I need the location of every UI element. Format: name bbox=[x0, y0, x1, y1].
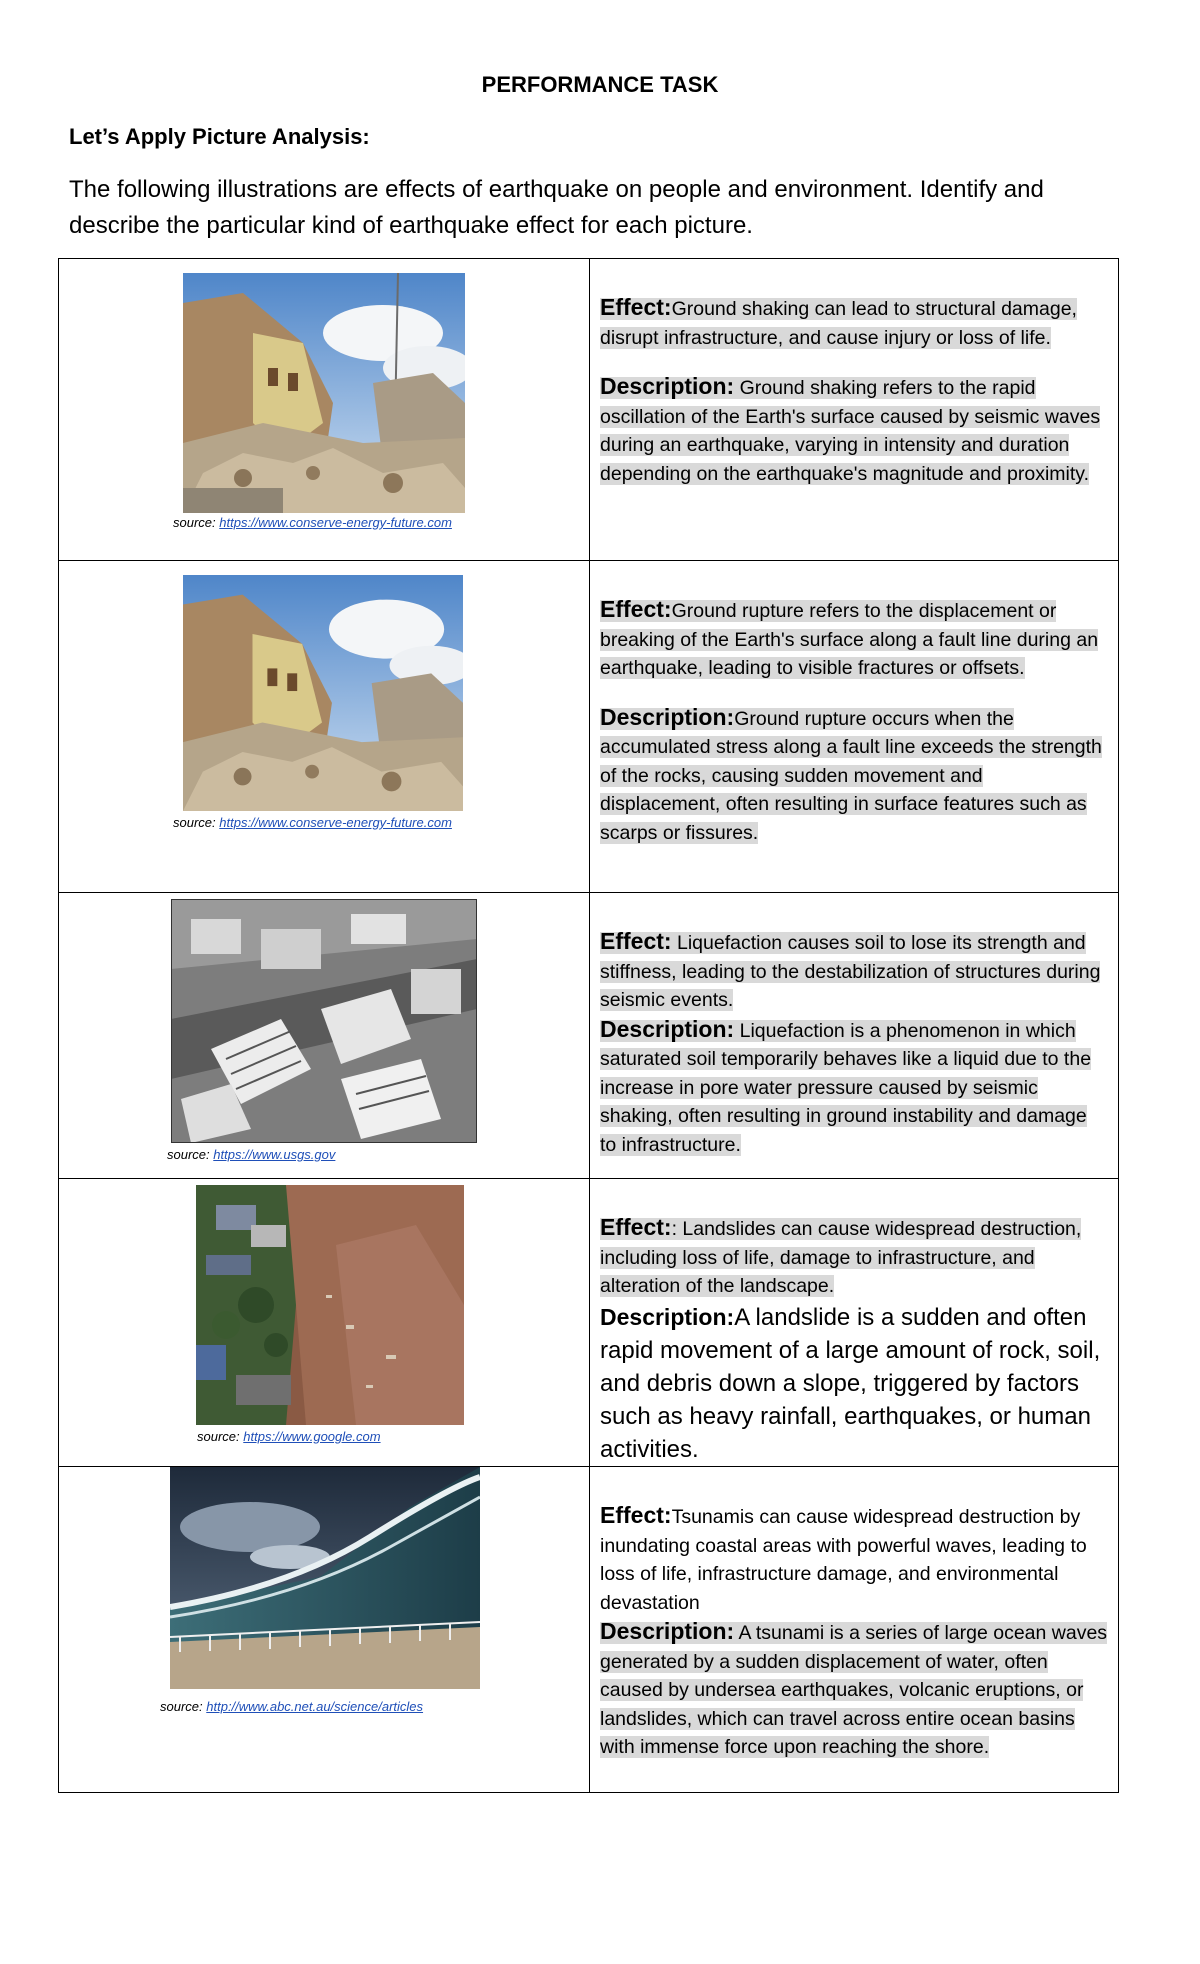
effect-text: : Landslides can cause widespread destruction, including loss of life, damage to infrastructure, and alteration of the landscape. bbox=[600, 1218, 1082, 1297]
effect-block bbox=[600, 927, 1108, 1015]
source-link[interactable]: https://www.google.com bbox=[243, 1429, 381, 1444]
description-text: A tsunami is a series of large ocean waves generated by a sudden displacement of water, often caused by undersea earthquakes, volcanic eruptions, or landslides, which can travel across entire ocean basins with immense force upon reaching the shore. bbox=[600, 1622, 1108, 1758]
effect-text: Ground shaking can lead to structural damage, disrupt infrastructure, and cause injury or loss of life. bbox=[600, 298, 1077, 349]
image-source bbox=[173, 515, 452, 530]
source-label: source: bbox=[160, 1699, 203, 1714]
effect-block bbox=[600, 1501, 1108, 1617]
source-label: source: bbox=[173, 515, 216, 530]
text-cell bbox=[590, 1179, 1119, 1467]
section-subtitle: Let’s Apply Picture Analysis: bbox=[69, 124, 370, 149]
collapsed-buildings-photo bbox=[183, 273, 465, 513]
description-label: Description: bbox=[600, 703, 735, 730]
page-title: PERFORMANCE TASK bbox=[481, 72, 719, 97]
effect-label: Effect: bbox=[600, 1502, 672, 1528]
instructions-text: The following illustrations are effects of earthquake on people and environment. Identify and describe the particular kind of earthquake effect for each picture. bbox=[69, 176, 1044, 239]
text-cell bbox=[590, 1467, 1119, 1793]
source-link[interactable]: http://www.abc.net.au/science/articles bbox=[206, 1699, 424, 1714]
description-label: Description: bbox=[600, 1015, 735, 1042]
analysis-table bbox=[58, 258, 1119, 1793]
image-source bbox=[197, 1429, 381, 1444]
description-label: Description: bbox=[600, 373, 735, 399]
effect-text: Ground rupture refers to the displacement or breaking of the Earth's surface along a fault line during an earthquake, leading to visible fractures or offsets. bbox=[600, 600, 1099, 679]
source-link[interactable]: https://www.conserve-energy-future.com bbox=[219, 515, 452, 530]
image-cell bbox=[59, 561, 590, 893]
source-link[interactable]: https://www.usgs.gov bbox=[213, 1147, 336, 1162]
table-row bbox=[59, 561, 1119, 893]
effect-label: Effect: bbox=[600, 1214, 672, 1240]
description-text: Ground shaking refers to the rapid oscillation of the Earth's surface caused by seismic waves during an earthquake, varying in intensity and duration depending on the earthquake's magnitude and proximity. bbox=[600, 377, 1101, 485]
image-cell bbox=[59, 1467, 590, 1793]
landslide-photo bbox=[196, 1185, 464, 1425]
source-label: source: bbox=[173, 815, 216, 830]
description-text: Ground rupture occurs when the accumulated stress along a fault line exceeds the strength of the rocks, causing sudden movement and displacement, often resulting in surface features such as scarps or fissures. bbox=[600, 707, 1102, 844]
image-source bbox=[160, 1699, 423, 1714]
description-block bbox=[600, 1015, 1108, 1160]
effect-block bbox=[600, 1213, 1108, 1301]
effect-block bbox=[600, 293, 1108, 352]
description-block bbox=[600, 703, 1108, 848]
description-text: A landslide is a sudden and often rapid movement of a large amount of rock, soil, and debris down a slope, triggered by factors such as heavy rainfall, earthquakes, or human activities. bbox=[600, 1303, 1101, 1463]
source-link[interactable]: https://www.conserve-energy-future.com bbox=[219, 815, 452, 830]
table-row bbox=[59, 1179, 1119, 1467]
effect-label: Effect: bbox=[600, 596, 672, 622]
effect-text: Tsunamis can cause widespread destruction by inundating coastal areas with powerful waves, leading to loss of life, infrastructure damage, and environmental devastation bbox=[600, 1506, 1087, 1614]
tilted-apartments-photo bbox=[171, 899, 477, 1143]
tsunami-wave-photo bbox=[170, 1467, 480, 1689]
source-label: source: bbox=[167, 1147, 210, 1162]
source-label: source: bbox=[197, 1429, 240, 1444]
description-block bbox=[600, 1617, 1108, 1762]
image-cell bbox=[59, 259, 590, 561]
image-cell bbox=[59, 893, 590, 1179]
description-label: Description: bbox=[600, 1303, 735, 1330]
table-row bbox=[59, 1467, 1119, 1793]
table-row bbox=[59, 259, 1119, 561]
description-block bbox=[600, 1301, 1108, 1466]
text-cell bbox=[590, 561, 1119, 893]
description-text: Liquefaction is a phenomenon in which saturated soil temporarily behaves like a liquid due to the increase in pore water pressure caused by seismic shaking, often resulting in ground instability and damage to infrastructure. bbox=[600, 1019, 1092, 1156]
image-source bbox=[173, 815, 452, 830]
image-source bbox=[167, 1147, 335, 1162]
collapsed-buildings-photo bbox=[183, 575, 463, 811]
effect-label: Effect: bbox=[600, 928, 672, 954]
table-row bbox=[59, 893, 1119, 1179]
text-cell bbox=[590, 259, 1119, 561]
text-cell bbox=[590, 893, 1119, 1179]
description-label: Description: bbox=[600, 1618, 735, 1644]
effect-block bbox=[600, 595, 1108, 683]
description-block bbox=[600, 372, 1108, 488]
image-cell bbox=[59, 1179, 590, 1467]
effect-label: Effect: bbox=[600, 294, 672, 320]
effect-text: Liquefaction causes soil to lose its strength and stiffness, leading to the destabilization of structures during seismic events. bbox=[600, 932, 1101, 1011]
